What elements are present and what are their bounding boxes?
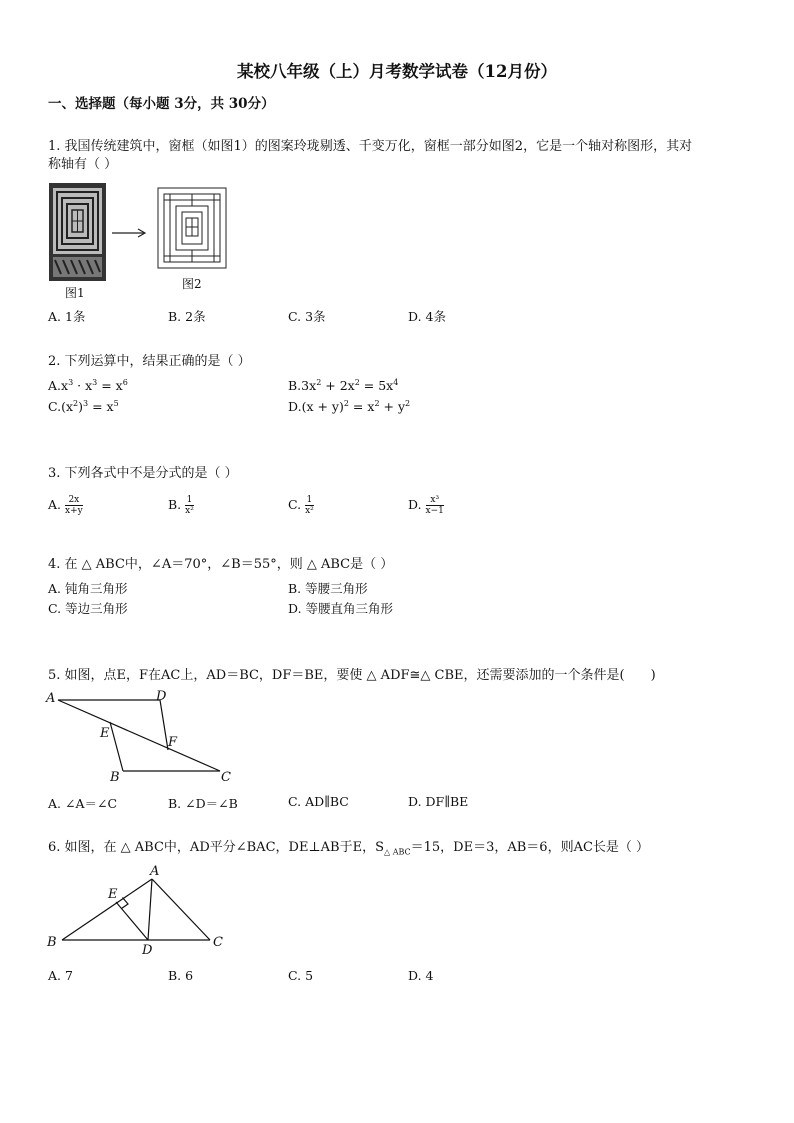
segment-be (110, 722, 123, 771)
q2-stem: 2. 下列运算中，结果正确的是（ ） (48, 354, 251, 369)
label-e: E (108, 887, 118, 902)
label-d: D (142, 943, 153, 958)
q2-option-b[interactable]: $B.3x^2 + 2x^2 = 5x^4$ (288, 377, 399, 393)
q6-figure (40, 860, 240, 960)
fig2-label: 图2 (182, 277, 202, 291)
q6-option-c[interactable]: C. 5 (288, 968, 314, 983)
q2-option-a[interactable]: $A.x^3 \cdot x^3 = x^6$ (48, 377, 128, 393)
segment-de (116, 902, 148, 940)
q4-stem: 4. 在 △ ABC中，∠A＝70°，∠B＝55°，则 △ ABC是（ ） (48, 557, 394, 572)
q5-stem: 5. 如图，点E，F在AC上，AD＝BC，DF＝BE，要使 △ ADF≅△ CBE，还需要添加的一个条件是( ) (48, 668, 656, 683)
label-f: F (168, 735, 178, 750)
segment-ad (148, 879, 152, 940)
q1-option-a[interactable]: A. 1条 (48, 309, 86, 324)
label-d: D (156, 689, 167, 704)
q6-option-a[interactable]: A. 7 (48, 968, 73, 983)
q4-option-c[interactable]: C. 等边三角形 (48, 601, 128, 616)
section-heading: 一、选择题（每小题 3分，共 30分） (48, 96, 275, 112)
q5-option-d[interactable]: D. DF∥BE (408, 794, 469, 809)
label-c: C (213, 935, 223, 950)
window-diagram (158, 188, 226, 268)
q6-stem: 6. 如图，在 △ ABC中，AD平分∠BAC，DE⊥AB于E，$S_{\triangle ABC}=15$，DE＝3，AB＝6，则AC长是（ ） (48, 840, 650, 857)
q4-option-d[interactable]: D. 等腰直角三角形 (288, 601, 394, 616)
page-title: 某校八年级（上）月考数学试卷（12月份） (237, 62, 557, 81)
q4-option-b[interactable]: B. 等腰三角形 (288, 581, 368, 596)
q2-option-d[interactable]: $D.(x + y)^2 = x^2 + y^2$ (288, 398, 411, 414)
segment-ab (62, 879, 152, 940)
label-a: A (46, 691, 56, 706)
q2-option-c[interactable]: $C.(x^2)^3 = x^5$ (48, 398, 119, 414)
q5-option-a[interactable]: A. ∠A＝∠C (48, 796, 118, 811)
q1-option-d[interactable]: D. 4条 (408, 309, 446, 324)
q1-stem-line2: 称轴有（ ） (48, 157, 118, 172)
segment-ac (58, 700, 220, 771)
q3-option-d[interactable]: D. $\frac{\text{x³}}{x-1}$ (408, 495, 444, 516)
q3-option-b[interactable]: B. $\frac{1}{\text{x²}}$ (168, 495, 194, 516)
q5-option-b[interactable]: B. ∠D＝∠B (168, 796, 238, 811)
segment-df (160, 700, 168, 750)
q1-figure (46, 180, 236, 300)
q3-option-a[interactable]: A. $\frac{2x}{x+y}$ (48, 495, 83, 516)
q6-option-d[interactable]: D. 4 (408, 968, 434, 983)
q1-option-c[interactable]: C. 3条 (288, 309, 326, 324)
q3-stem: 3. 下列各式中不是分式的是（ ） (48, 466, 238, 481)
q4-option-a[interactable]: A. 钝角三角形 (48, 581, 128, 596)
label-b: B (110, 770, 120, 785)
q1-option-b[interactable]: B. 2条 (168, 309, 206, 324)
segment-ac (152, 879, 210, 940)
q3-option-c[interactable]: C. $\frac{1}{\text{x²}}$ (288, 495, 314, 516)
q5-figure (40, 686, 250, 786)
arrow-right-icon (112, 229, 145, 237)
label-e: E (100, 726, 110, 741)
q5-option-c[interactable]: C. AD∥BC (288, 794, 349, 809)
q1-stem-line1: 1. 我国传统建筑中，窗框（如图1）的图案玲珑剔透、千变万化，窗框一部分如图2，它是一个轴对称图形，其对 (48, 139, 693, 154)
q6-option-b[interactable]: B. 6 (168, 968, 194, 983)
label-c: C (221, 770, 231, 785)
label-b: B (47, 935, 57, 950)
fig1-label: 图1 (65, 286, 85, 300)
window-photo-icon (49, 183, 106, 281)
label-a: A (150, 864, 160, 879)
